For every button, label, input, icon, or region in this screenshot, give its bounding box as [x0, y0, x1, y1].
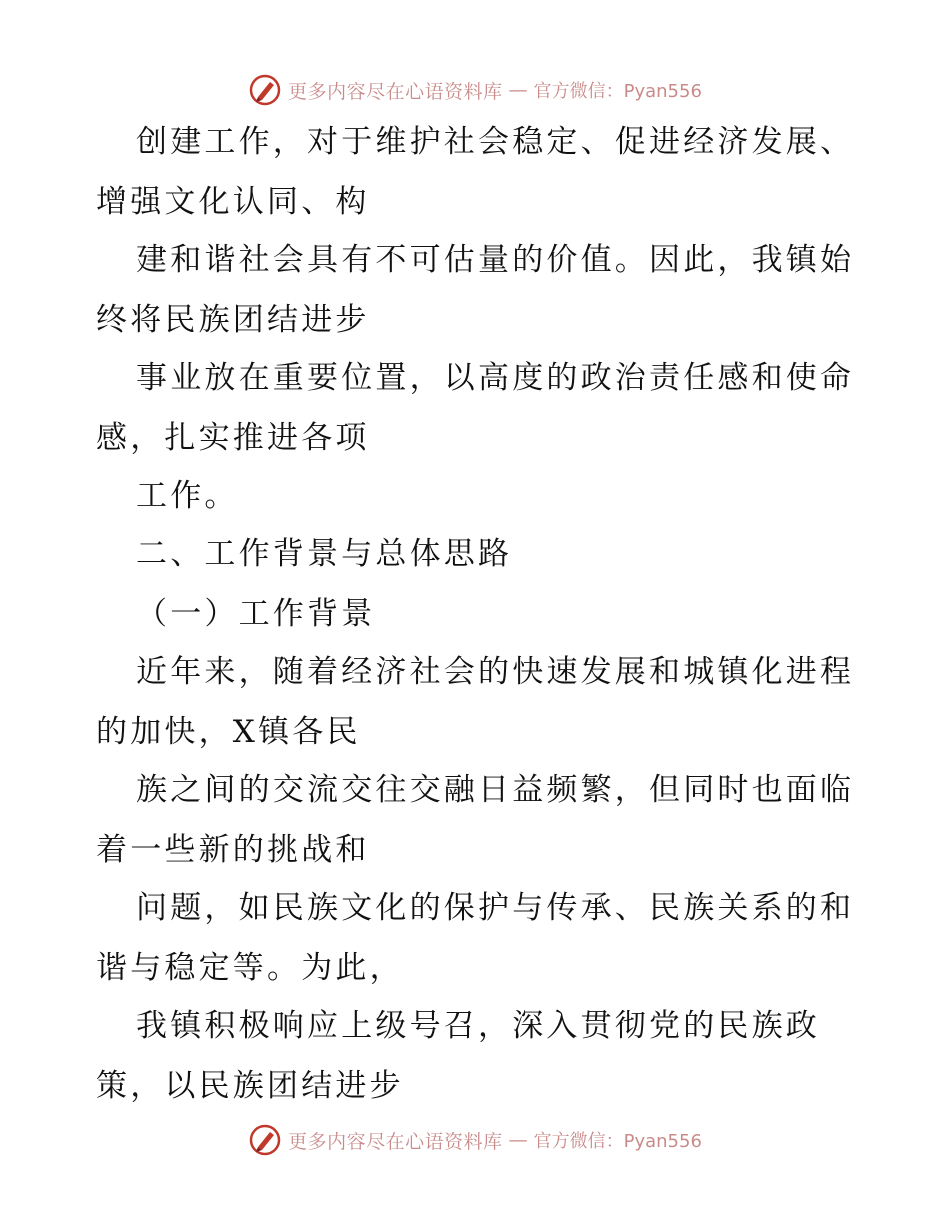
section-heading: 二、工作背景与总体思路	[136, 536, 513, 572]
text-line: 问题，如民族文化的保护与传承、民族关系的和	[136, 890, 855, 926]
text-line: 着一些新的挑战和	[96, 832, 370, 868]
watermark-main-text: 更多内容尽在心语资料库	[288, 80, 503, 103]
text-line: 终将民族团结进步	[96, 302, 370, 338]
pen-logo-icon	[248, 73, 282, 107]
subsection-heading: （一）工作背景	[136, 596, 376, 632]
text-line: 的加快，X镇各民	[96, 714, 361, 750]
text-line: 策，以民族团结进步	[96, 1068, 404, 1104]
text-line: 谐与稳定等。为此，	[96, 950, 404, 986]
text-line: 我镇积极响应上级号召，深入贯彻党的民族政	[136, 1008, 820, 1044]
watermark-separator: —	[508, 1129, 528, 1151]
watermark-sub-text: 官方微信：Pyan556	[533, 1131, 702, 1152]
header-watermark	[0, 70, 950, 110]
text-line: 感，扎实推进各项	[96, 420, 370, 456]
watermark-separator: —	[508, 79, 528, 101]
text-line: 事业放在重要位置，以高度的政治责任感和使命	[136, 360, 855, 396]
watermark-sub-text: 官方微信：Pyan556	[533, 81, 702, 102]
text-line: 工作。	[136, 478, 239, 514]
watermark-main-text: 更多内容尽在心语资料库	[288, 1130, 503, 1153]
pen-logo-icon	[248, 1123, 282, 1157]
text-line: 增强文化认同、构	[96, 184, 370, 220]
text-line: 创建工作，对于维护社会稳定、促进经济发展、	[136, 124, 855, 160]
text-line: 近年来，随着经济社会的快速发展和城镇化进程	[136, 654, 855, 690]
text-line: 族之间的交流交往交融日益频繁，但同时也面临	[136, 772, 855, 808]
footer-watermark	[0, 1120, 950, 1160]
text-line: 建和谐社会具有不可估量的价值。因此，我镇始	[136, 242, 855, 278]
